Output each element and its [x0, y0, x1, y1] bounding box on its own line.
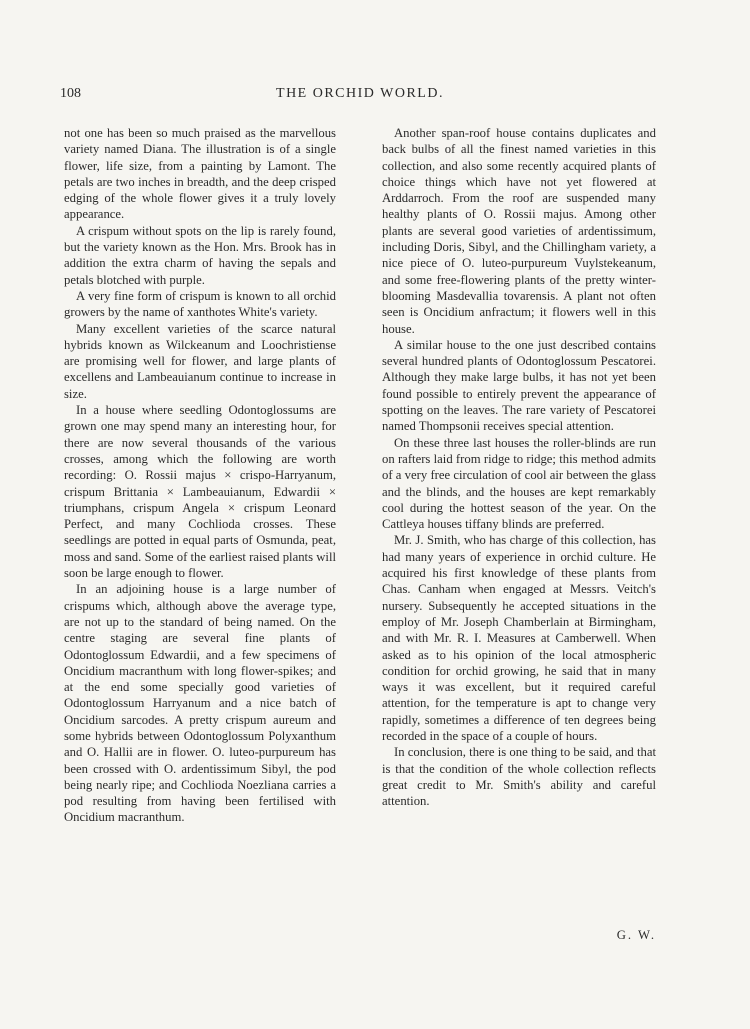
paragraph: In conclusion, there is one thing to be said, and that is that the condition of the whole collection reflects great credit to Mr. Smith's ability and careful attention.: [382, 745, 656, 809]
paragraph: In a house where seedling Odontoglossums are grown one may spend many an interesting hour, for there are now several thousands of the various crosses, among which the following are worth recording: O. Rossii majus × crispo-Harryanum, crispum Brittania × Lambeauianum, Edwardii × triumphans, crispum Angela × crispum Leonard Perfect, and many Cochlioda crosses. These seedlings are potted in equal parts of Osmunda, peat, moss and sand. Some of the earliest raised plants will soon be large enough to flower.: [64, 403, 336, 581]
running-title: THE ORCHID WORLD.: [276, 86, 444, 101]
page-number: 108: [60, 86, 81, 101]
left-column: [64, 125, 336, 826]
paragraph: Another span-roof house contains duplicates and back bulbs of all the finest named varieties in this collection, and also some recently acquired plants of choice things which have not yet flowered at Arddarroch. From the roof are suspended many healthy plants of O. Rossii majus. Among other plants are several good varieties of ardentissimum, including Doris, Sibyl, and the Chillingham variety, a nice piece of O. luteo-purpureum Vuylstekeanum, and some free-flowering plants of the pretty winter-blooming Masdevallia tovarensis. A plant not often seen is Oncidium anfractum; it flowers well in this house.: [382, 126, 656, 336]
author-signature: G. W.: [616, 928, 656, 942]
paragraph: On these three last houses the roller-blinds are run on rafters laid from ridge to ridge; this method admits of a very free circulation of cool air between the glass and the blinds, and the houses are kept remarkably cool during the hottest season of the year. On the Cattleya houses tiffany blinds are preferred.: [382, 435, 656, 532]
right-column: [382, 125, 656, 809]
paragraph: not one has been so much praised as the marvellous variety named Diana. The illustration is of a single flower, life size, from a painting by Lamont. The petals are two inches in breadth, and the deep crisped edging of the whole flower gives it a truly lovely appearance.: [64, 126, 336, 222]
paragraph: A very fine form of crispum is known to all orchid growers by the name of xanthotes White's variety.: [64, 288, 336, 320]
paragraph: A similar house to the one just described contains several hundred plants of Odontoglossum Pescatorei. Although they make large bulbs, it has not yet been found possible to entirely prevent the appearance of spotting on the leaves. The rare variety of Pescatorei named Thompsonii receives special attention.: [382, 337, 656, 434]
page-header: [60, 86, 660, 106]
paragraph: Many excellent varieties of the scarce natural hybrids known as Wilckeanum and Loochristiense are promising well for flower, and large plants of excellens and Lambeauianum continue to increase in size.: [64, 321, 336, 401]
paragraph: In an adjoining house is a large number of crispums which, although above the average type, are not up to the standard of being named. On the centre staging are several fine plants of Odontoglossum Edwardii, and a few specimens of Oncidium macranthum with long flower-spikes; and at the end some specially good varieties of Odontoglossum Harryanum and a nice batch of Oncidium sarcodes. A pretty crispum aureum and some hybrids between Odontoglossum Polyxanthum and O. Hallii are in flower. O. luteo-purpureum has been crossed with O. ardentissimum Sibyl, the pod being nearly ripe; and Cochlioda Noezliana carries a pod resulting from having been fertilised with Oncidium macranthum.: [64, 582, 336, 825]
paragraph: Mr. J. Smith, who has charge of this collection, has had many years of experience in orchid culture. He acquired his first knowledge of these plants from Chas. Canham when engaged at Messrs. Veitch's nursery. Subsequently he accepted situations in the employ of Mr. Joseph Chamberlain at Birmingham, and with Mr. R. I. Measures at Camberwell. When asked as to his opinion of the local atmospheric condition for orchid growing, he said that in many ways it was excellent, but it required careful attention, for the temperature is apt to change very rapidly, sometimes a difference of ten degrees being recorded in the space of a couple of hours.: [382, 533, 656, 743]
paragraph: A crispum without spots on the lip is rarely found, but the variety known as the Hon. Mrs. Brook has in addition the extra charm of having the sepals and petals blotched with purple.: [64, 223, 336, 287]
